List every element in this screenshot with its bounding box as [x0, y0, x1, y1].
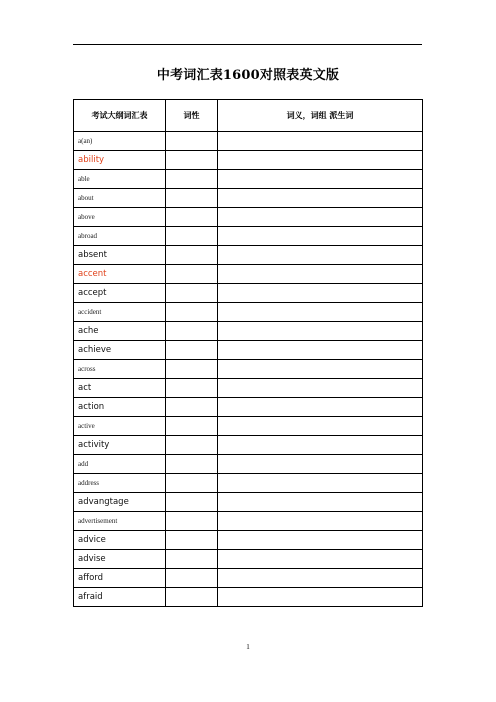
table-row: [74, 246, 423, 265]
part-of-speech-cell: [166, 550, 218, 569]
word-cell: accident: [74, 303, 166, 322]
part-of-speech-cell: [166, 588, 218, 607]
word-cell: active: [74, 417, 166, 436]
part-of-speech-cell: [166, 474, 218, 493]
part-of-speech-cell: [166, 284, 218, 303]
table-row: [74, 588, 423, 607]
table-row: [74, 322, 423, 341]
meaning-cell: [218, 265, 423, 284]
table-row: [74, 132, 423, 151]
part-of-speech-cell: [166, 341, 218, 360]
meaning-cell: [218, 360, 423, 379]
meaning-cell: [218, 588, 423, 607]
word-cell: add: [74, 455, 166, 474]
word-cell: ache: [74, 322, 166, 341]
table-row: [74, 208, 423, 227]
word-cell: action: [74, 398, 166, 417]
meaning-cell: [218, 455, 423, 474]
table-row: [74, 550, 423, 569]
table-row: [74, 284, 423, 303]
meaning-cell: [218, 417, 423, 436]
table-row: [74, 265, 423, 284]
word-cell: able: [74, 170, 166, 189]
meaning-cell: [218, 227, 423, 246]
meaning-cell: [218, 189, 423, 208]
header-word-list: 考试大纲词汇表: [74, 100, 166, 132]
word-cell: absent: [74, 246, 166, 265]
part-of-speech-cell: [166, 531, 218, 550]
part-of-speech-cell: [166, 436, 218, 455]
part-of-speech-cell: [166, 455, 218, 474]
meaning-cell: [218, 208, 423, 227]
meaning-cell: [218, 284, 423, 303]
part-of-speech-cell: [166, 170, 218, 189]
table-row: [74, 474, 423, 493]
meaning-cell: [218, 436, 423, 455]
table-row: [74, 189, 423, 208]
meaning-cell: [218, 569, 423, 588]
meaning-cell: [218, 379, 423, 398]
part-of-speech-cell: [166, 322, 218, 341]
table-row: [74, 455, 423, 474]
word-cell: advice: [74, 531, 166, 550]
header-part-of-speech: 词性: [166, 100, 218, 132]
part-of-speech-cell: [166, 265, 218, 284]
word-cell: abroad: [74, 227, 166, 246]
word-cell: afford: [74, 569, 166, 588]
meaning-cell: [218, 341, 423, 360]
table-row: [74, 170, 423, 189]
table-row: [74, 341, 423, 360]
table-row: [74, 303, 423, 322]
table-row: [74, 493, 423, 512]
meaning-cell: [218, 170, 423, 189]
header-meaning: 词义，词组 派生词: [218, 100, 423, 132]
word-cell: accept: [74, 284, 166, 303]
part-of-speech-cell: [166, 189, 218, 208]
table-row: [74, 531, 423, 550]
meaning-cell: [218, 151, 423, 170]
word-cell: above: [74, 208, 166, 227]
table-row: [74, 569, 423, 588]
table-row: [74, 151, 423, 170]
part-of-speech-cell: [166, 151, 218, 170]
document-title: 中考词汇表1600对照表英文版: [156, 68, 340, 83]
meaning-cell: [218, 322, 423, 341]
word-cell: achieve: [74, 341, 166, 360]
word-cell: advise: [74, 550, 166, 569]
meaning-cell: [218, 550, 423, 569]
meaning-cell: [218, 531, 423, 550]
part-of-speech-cell: [166, 417, 218, 436]
part-of-speech-cell: [166, 569, 218, 588]
page-number: 1: [246, 643, 250, 651]
table-row: [74, 417, 423, 436]
meaning-cell: [218, 398, 423, 417]
meaning-cell: [218, 493, 423, 512]
vocabulary-table: [73, 99, 423, 607]
word-cell: ability: [74, 151, 166, 170]
meaning-cell: [218, 246, 423, 265]
word-cell: act: [74, 379, 166, 398]
word-cell: advangtage: [74, 493, 166, 512]
table-header-row: [74, 100, 423, 132]
word-cell: afraid: [74, 588, 166, 607]
table-row: [74, 512, 423, 531]
word-cell: accent: [74, 265, 166, 284]
part-of-speech-cell: [166, 132, 218, 151]
table-row: [74, 398, 423, 417]
header-rule: [73, 44, 422, 45]
word-cell: activity: [74, 436, 166, 455]
meaning-cell: [218, 474, 423, 493]
part-of-speech-cell: [166, 398, 218, 417]
word-cell: across: [74, 360, 166, 379]
part-of-speech-cell: [166, 246, 218, 265]
word-cell: advertisement: [74, 512, 166, 531]
part-of-speech-cell: [166, 227, 218, 246]
part-of-speech-cell: [166, 512, 218, 531]
word-cell: a(an): [74, 132, 166, 151]
table-row: [74, 379, 423, 398]
table-row: [74, 227, 423, 246]
word-cell: address: [74, 474, 166, 493]
table-row: [74, 436, 423, 455]
part-of-speech-cell: [166, 493, 218, 512]
table-body: [74, 132, 423, 607]
part-of-speech-cell: [166, 360, 218, 379]
part-of-speech-cell: [166, 379, 218, 398]
table-row: [74, 360, 423, 379]
meaning-cell: [218, 303, 423, 322]
word-cell: about: [74, 189, 166, 208]
meaning-cell: [218, 132, 423, 151]
part-of-speech-cell: [166, 208, 218, 227]
meaning-cell: [218, 512, 423, 531]
part-of-speech-cell: [166, 303, 218, 322]
